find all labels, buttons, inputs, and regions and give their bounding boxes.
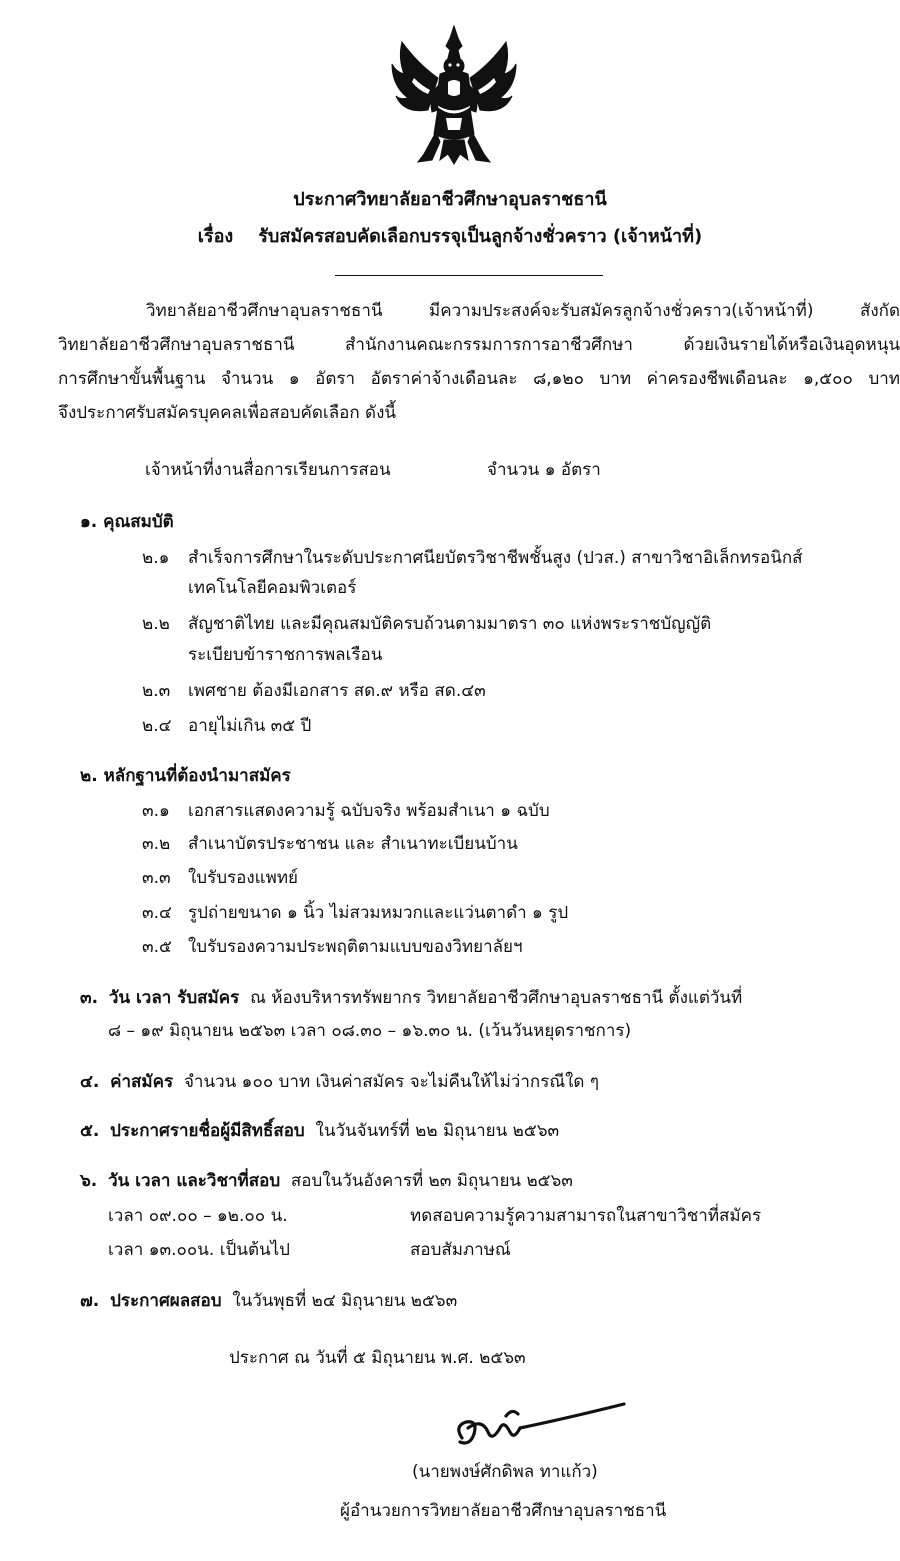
section-label: ค่าสมัคร bbox=[110, 1072, 174, 1092]
position-count: จำนวน ๑ อัตรา bbox=[487, 460, 601, 480]
intro-line: การศึกษาขั้นพื้นฐาน จำนวน ๑ อัตรา อัตราค่าจ้างเดือนละ ๘,๑๒๐ บาท ค่าครองชีพเดือนละ ๑,๕๐๐ บาท bbox=[58, 369, 900, 389]
section-application-period bbox=[80, 984, 742, 1011]
section-fee bbox=[80, 1068, 599, 1095]
exam-time: เวลา ๐๙.๐๐ – ๑๒.๐๐ น. bbox=[108, 1206, 288, 1226]
document-text: เอกสารแสดงความรู้ ฉบับจริง พร้อมสำเนา ๑ ฉบับ bbox=[188, 801, 550, 821]
document-number: ๓.๒ bbox=[142, 834, 171, 854]
document-title: ประกาศวิทยาลัยอาชีวศึกษาอุบลราชธานี bbox=[293, 189, 607, 210]
document-text: สำเนาบัตรประชาชน และ สำเนาทะเบียนบ้าน bbox=[188, 834, 518, 854]
section-qualifications-heading: ๑. คุณสมบัติ bbox=[80, 512, 174, 532]
qualification-number: ๒.๔ bbox=[142, 716, 172, 736]
position-name: เจ้าหน้าที่งานสื่อการเรียนการสอน bbox=[145, 460, 391, 480]
qualification-text: สัญชาติไทย และมีคุณสมบัติครบถ้วนตามมาตรา ๓๐ แห่งพระราชบัญญัติ bbox=[188, 614, 712, 634]
exam-subject: สอบสัมภาษณ์ bbox=[410, 1240, 511, 1260]
section-text: ในวันจันทร์ที่ ๒๒ มิถุนายน ๒๕๖๓ bbox=[315, 1121, 560, 1141]
section-number: ๖. bbox=[80, 1171, 98, 1191]
header-divider bbox=[335, 275, 603, 276]
section-label: วัน เวลา รับสมัคร bbox=[108, 988, 240, 1008]
section-number: ๔. bbox=[80, 1072, 100, 1092]
section-exam-schedule bbox=[80, 1167, 573, 1194]
intro-line: วิทยาลัยอาชีวศึกษาอุบลราชธานี สำนักงานคณะกรรมการการอาชีวศึกษา ด้วยเงินรายได้หรือเงินอุดหนุน bbox=[58, 335, 900, 355]
document-text: ใบรับรองแพทย์ bbox=[188, 868, 298, 888]
section-number: ๗. bbox=[80, 1291, 100, 1311]
intro-paragraph bbox=[58, 294, 900, 430]
section-text: ณ ห้องบริหารทรัพยากร วิทยาลัยอาชีวศึกษาอุบลราชธานี ตั้งแต่วันที่ bbox=[250, 988, 743, 1008]
section-text: สอบในวันอังคารที่ ๒๓ มิถุนายน ๒๕๖๓ bbox=[290, 1171, 573, 1191]
section-number: ๕. bbox=[80, 1121, 100, 1141]
qualification-number: ๒.๒ bbox=[142, 614, 170, 634]
exam-subject: ทดสอบความรู้ความสามารถในสาขาวิชาที่สมัคร bbox=[410, 1206, 762, 1226]
document-number: ๓.๔ bbox=[142, 903, 172, 923]
section-text: ในวันพุธที่ ๒๔ มิถุนายน ๒๕๖๓ bbox=[232, 1291, 458, 1311]
section-documents-heading: ๒. หลักฐานที่ต้องนำมาสมัคร bbox=[80, 766, 291, 786]
section-application-period-cont: ๘ – ๑๙ มิถุนายน ๒๕๖๓ เวลา ๐๘.๓๐ – ๑๖.๓๐ น. (เว้นวันหยุดราชการ) bbox=[108, 1021, 632, 1041]
document-number: ๓.๑ bbox=[142, 801, 170, 821]
subject-label: เรื่อง bbox=[197, 226, 234, 247]
section-results bbox=[80, 1287, 457, 1314]
intro-line: วิทยาลัยอาชีวศึกษาอุบลราชธานี มีความประสงค์จะรับสมัครลูกจ้างชั่วคราว(เจ้าหน้าที่) สังกัด bbox=[146, 301, 900, 321]
qualification-text: อายุไม่เกิน ๓๕ ปี bbox=[188, 716, 312, 736]
signature-icon bbox=[448, 1398, 628, 1456]
intro-line: จึงประกาศรับสมัครบุคคลเพื่อสอบคัดเลือก ดังนี้ bbox=[58, 403, 397, 423]
garuda-emblem-icon bbox=[388, 24, 520, 166]
announce-date: ประกาศ ณ วันที่ ๕ มิถุนายน พ.ศ. ๒๕๖๓ bbox=[229, 1348, 526, 1368]
document-text: รูปถ่ายขนาด ๑ นิ้ว ไม่สวมหมวกและแว่นตาดำ ๑ รูป bbox=[188, 903, 569, 923]
subject-text: รับสมัครสอบคัดเลือกบรรจุเป็นลูกจ้างชั่วคราว (เจ้าหน้าที่) bbox=[258, 226, 703, 247]
section-text: จำนวน ๑๐๐ บาท เงินค่าสมัคร จะไม่คืนให้ไม่ว่ากรณีใด ๆ bbox=[183, 1072, 599, 1092]
signer-title: ผู้อำนวยการวิทยาลัยอาชีวศึกษาอุบลราชธานี bbox=[340, 1501, 667, 1521]
document-number: ๓.๕ bbox=[142, 937, 172, 957]
qualification-text: สำเร็จการศึกษาในระดับประกาศนียบัตรวิชาชีพชั้นสูง (ปวส.) สาขาวิชาอิเล็กทรอนิกส์ bbox=[188, 548, 803, 568]
signer-name: (นายพงษ์ศักดิพล ทาแก้ว) bbox=[412, 1462, 598, 1482]
section-eligible-list bbox=[80, 1117, 559, 1144]
section-label: วัน เวลา และวิชาที่สอบ bbox=[108, 1171, 281, 1191]
section-label: ประกาศผลสอบ bbox=[110, 1291, 222, 1311]
qualification-number: ๒.๑ bbox=[142, 548, 170, 568]
qualification-text-cont: ระเบียบข้าราชการพลเรือน bbox=[188, 645, 383, 665]
exam-time: เวลา ๑๓.๐๐น. เป็นต้นไป bbox=[108, 1240, 290, 1260]
document-subject bbox=[0, 221, 900, 250]
document-text: ใบรับรองความประพฤติตามแบบของวิทยาลัยฯ bbox=[188, 937, 523, 957]
document-number: ๓.๓ bbox=[142, 868, 171, 888]
qualification-text: เพศชาย ต้องมีเอกสาร สด.๙ หรือ สด.๔๓ bbox=[188, 681, 486, 701]
qualification-number: ๒.๓ bbox=[142, 681, 171, 701]
section-label: ประกาศรายชื่อผู้มีสิทธิ์สอบ bbox=[110, 1121, 305, 1141]
section-number: ๓. bbox=[80, 988, 99, 1008]
qualification-text-cont: เทคโนโลยีคอมพิวเตอร์ bbox=[188, 578, 357, 598]
